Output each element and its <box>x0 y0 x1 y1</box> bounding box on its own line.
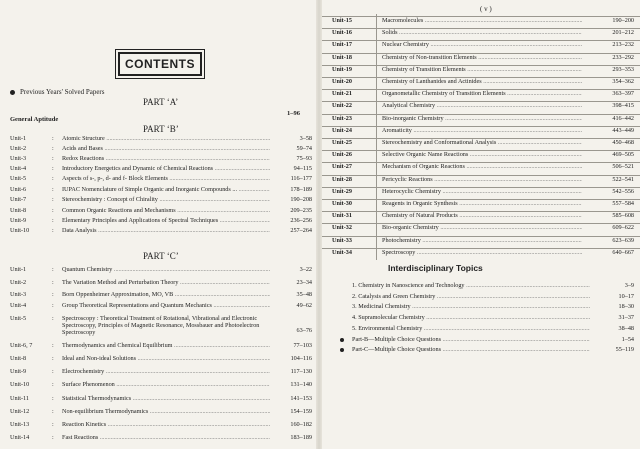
unit-title: Macromolecules ..... <box>382 17 582 25</box>
unit-title: Bio-organic Chemistry ..... <box>382 224 582 232</box>
unit-label: Unit-4 <box>10 165 27 172</box>
colon-separator: : <box>52 342 54 349</box>
toc-row <box>322 150 640 162</box>
unit-title: Chemistry of Non-transition Elements ..... <box>382 54 582 62</box>
topic-row <box>322 325 640 335</box>
unit-pages: 141–153 <box>290 395 312 402</box>
unit-title: Atomic Structure ..... <box>62 135 270 142</box>
colon-separator: : <box>52 227 54 234</box>
toc-row <box>322 138 640 150</box>
unit-pages: 236–256 <box>290 217 312 224</box>
unit-title: Nuclear Chemistry ..... <box>382 41 582 49</box>
colon-separator: : <box>52 291 54 298</box>
colon-separator: : <box>52 186 54 193</box>
topic-row <box>322 314 640 324</box>
unit-title: Chemistry of Natural Products ..... <box>382 212 582 220</box>
unit-label: Unit-9 <box>10 368 27 375</box>
unit-pages: 542–556 <box>612 187 634 195</box>
topic-pages: 3–9 <box>624 282 634 289</box>
unit-pages: 49–62 <box>296 302 312 309</box>
unit-title: Quantum Chemistry ..... <box>62 266 270 273</box>
bullet-icon <box>340 338 344 342</box>
page-number: ( v ) <box>480 5 492 13</box>
colon-separator: : <box>52 408 54 415</box>
unit-title: Photochemistry ..... <box>382 237 582 245</box>
topic-pages: 55–119 <box>615 346 634 354</box>
unit-title: Elementary Principles and Applications of Spectral Techniques ..... <box>62 217 270 224</box>
unit-pages: 201–212 <box>612 29 634 37</box>
unit-pages: 213–232 <box>612 41 634 49</box>
toc-row <box>322 16 640 28</box>
unit-pages: 59–74 <box>296 145 312 152</box>
unit-title: Chemistry of Transition Elements ..... <box>382 66 582 74</box>
toc-row <box>322 77 640 89</box>
unit-pages: 35–48 <box>296 291 312 298</box>
topic-title: 3. Medicinal Chemistry ..... <box>352 303 590 311</box>
unit-label: Unit-29 <box>332 187 352 195</box>
unit-label: Unit-1 <box>10 266 27 273</box>
toc-row <box>322 175 640 187</box>
unit-pages: 443–449 <box>612 126 634 134</box>
toc-row <box>322 65 640 77</box>
unit-label: Unit-22 <box>332 102 352 110</box>
unit-title: Electrochemistry ..... <box>62 368 270 375</box>
toc-row <box>322 187 640 199</box>
unit-pages: 190–208 <box>290 196 312 203</box>
toc-row <box>322 223 640 235</box>
toc-row <box>322 89 640 101</box>
topic-pages: 31–37 <box>618 314 634 322</box>
interdisciplinary-heading: Interdisciplinary Topics <box>388 263 483 273</box>
unit-label: Unit-21 <box>332 90 352 98</box>
unit-pages: 183–189 <box>290 434 312 441</box>
unit-label: Unit-30 <box>332 200 352 207</box>
unit-pages: 450–468 <box>612 139 634 146</box>
colon-separator: : <box>52 368 54 375</box>
unit-pages: 257–264 <box>290 227 312 234</box>
unit-label: Unit-16 <box>332 29 352 37</box>
unit-label: Unit-17 <box>332 41 352 49</box>
unit-label: Unit-12 <box>10 408 30 415</box>
part-c-heading: PART ‘C’ <box>143 251 179 261</box>
unit-label: Unit-10 <box>10 381 30 388</box>
unit-label: Unit-13 <box>10 421 30 428</box>
toc-row <box>322 236 640 248</box>
toc-row <box>322 53 640 65</box>
general-aptitude-pages: 1–96 <box>287 110 300 117</box>
unit-label: Unit-5 <box>10 315 27 322</box>
colon-separator: : <box>52 381 54 388</box>
colon-separator: : <box>52 145 54 152</box>
unit-title: Ideal and Non-ideal Solutions ..... <box>62 355 270 362</box>
unit-title: Introductory Energetics and Dynamic of Chemical Reactions ..... <box>62 165 270 172</box>
unit-label: Unit-3 <box>10 155 27 162</box>
unit-label: Unit-25 <box>332 139 352 146</box>
unit-label: Unit-34 <box>332 248 352 256</box>
toc-row <box>322 199 640 211</box>
contents-title: CONTENTS <box>118 52 202 76</box>
unit-label: Unit-27 <box>332 163 352 171</box>
toc-row <box>322 248 640 260</box>
toc-row <box>322 101 640 113</box>
unit-pages: 77–103 <box>293 342 312 349</box>
unit-label: Unit-24 <box>332 126 352 134</box>
toc-row <box>322 211 640 223</box>
colon-separator: : <box>52 315 54 322</box>
colon-separator: : <box>52 355 54 362</box>
unit-pages: 233–292 <box>612 53 634 61</box>
colon-separator: : <box>52 155 54 162</box>
unit-pages: 23–34 <box>296 279 312 286</box>
unit-pages: 293–353 <box>612 65 634 73</box>
unit-pages: 116–177 <box>290 175 312 182</box>
unit-title: Data Analysis ..... <box>62 227 270 234</box>
unit-pages: 154–159 <box>290 408 312 415</box>
part-b-heading: PART ‘B’ <box>143 124 179 134</box>
unit-pages: 94–115 <box>293 165 312 172</box>
unit-pages: 63–76 <box>296 327 312 334</box>
unit-label: Unit-18 <box>332 53 352 61</box>
colon-separator: : <box>52 434 54 441</box>
unit-title: Reaction Kinetics ..... <box>62 421 270 428</box>
unit-label: Unit-14 <box>10 434 30 441</box>
unit-label: Unit-2 <box>10 279 27 286</box>
unit-pages: 178–189 <box>290 186 312 193</box>
unit-pages: 354–362 <box>612 78 634 85</box>
unit-pages: 363–397 <box>612 90 634 98</box>
unit-pages: 522–541 <box>612 175 634 183</box>
colon-separator: : <box>52 266 54 273</box>
colon-separator: : <box>52 196 54 203</box>
unit-label: Unit-3 <box>10 291 27 298</box>
previous-papers-label: Previous Years' Solved Papers <box>20 88 105 96</box>
unit-label: Unit-1 <box>10 135 27 142</box>
toc-row <box>322 126 640 138</box>
unit-pages: 506–521 <box>612 163 634 171</box>
unit-title: Chemistry of Lanthanides and Actinides ..... <box>382 78 582 86</box>
unit-title: Stereochemistry and Conformational Analysis ..... <box>382 139 582 147</box>
unit-title: IUPAC Nomenclature of Simple Organic and Inorganic Compounds ... ..... <box>62 186 270 193</box>
unit-pages: 75–93 <box>296 155 312 162</box>
unit-label: Unit-33 <box>332 236 352 244</box>
colon-separator: : <box>52 175 54 182</box>
unit-label: Unit-26 <box>332 151 352 159</box>
unit-title: Reagents in Organic Synthesis ..... <box>382 200 582 208</box>
unit-pages: 131–140 <box>290 381 312 388</box>
colon-separator: : <box>52 302 54 309</box>
unit-pages: 469–505 <box>612 151 634 159</box>
unit-label: Unit-5 <box>10 175 27 182</box>
unit-pages: 3–22 <box>299 266 312 273</box>
unit-title: Non-equilibrium Thermodynamics ..... <box>62 408 270 415</box>
toc-row <box>322 162 640 174</box>
unit-label: Unit-11 <box>10 395 30 402</box>
toc-row <box>322 28 640 40</box>
unit-pages: 640–667 <box>612 248 634 256</box>
part-a-heading: PART ‘A’ <box>143 97 179 107</box>
general-aptitude-label: General Aptitude <box>10 116 59 123</box>
unit-label: Unit-23 <box>332 114 352 122</box>
unit-pages: 209–235 <box>290 207 312 214</box>
unit-title: Analytical Chemistry ..... <box>382 102 582 110</box>
toc-row <box>322 114 640 126</box>
unit-pages: 117–130 <box>290 368 312 375</box>
unit-label: Unit-4 <box>10 302 27 309</box>
unit-label: Unit-19 <box>332 65 352 73</box>
unit-label: Unit-6, 7 <box>10 342 33 349</box>
unit-pages: 104–116 <box>290 355 312 362</box>
unit-pages: 190–200 <box>612 17 634 24</box>
unit-label: Unit-15 <box>332 17 352 24</box>
topic-pages: 1–54 <box>621 335 634 343</box>
unit-pages: 557–584 <box>612 200 634 207</box>
unit-title: Born Oppenheimer Approximation, MO, VB ..... <box>62 291 270 298</box>
unit-label: Unit-28 <box>332 175 352 183</box>
unit-title: Solids ..... <box>382 29 582 37</box>
colon-separator: : <box>52 165 54 172</box>
unit-pages: 416–442 <box>612 114 634 122</box>
unit-title: The Variation Method and Perturbation Theory ..... <box>62 279 270 286</box>
topic-row <box>322 282 640 292</box>
unit-pages: 398–415 <box>612 102 634 110</box>
unit-title: Stereochemistry : Concept of Chirality ..... <box>62 196 270 203</box>
topic-title: Part-B—Multiple Choice Questions ..... <box>352 336 590 344</box>
unit-title: Aspects of s-, p-, d- and f- Block Elements ..... <box>62 175 270 182</box>
unit-title: Selective Organic Name Reactions ..... <box>382 151 582 159</box>
topic-title: 2. Catalysis and Green Chemistry ..... <box>352 293 590 301</box>
unit-label: Unit-9 <box>10 217 27 224</box>
colon-separator: : <box>52 421 54 428</box>
topic-pages: 38–48 <box>618 324 634 332</box>
unit-pages: 3–58 <box>299 135 312 142</box>
colon-separator: : <box>52 207 54 214</box>
unit-title: Mechanism of Organic Reactions ..... <box>382 163 582 171</box>
unit-title: Group Theoretical Representations and Quantum Mechanics ..... <box>62 302 270 309</box>
topic-title: 4. Supramolecular Chemistry ..... <box>352 314 590 322</box>
unit-title: Common Organic Reactions and Mechanisms ..... <box>62 207 270 214</box>
bullet-icon <box>340 348 344 352</box>
unit-title: Organometallic Chemistry of Transition Elements ..... <box>382 90 582 98</box>
topic-pages: 18–30 <box>618 303 634 311</box>
unit-title: Fast Reactions ..... <box>62 434 270 441</box>
unit-pages: 585–608 <box>612 212 634 220</box>
unit-label: Unit-32 <box>332 224 352 232</box>
unit-title: Pericyclic Reactions ..... <box>382 176 582 184</box>
colon-separator: : <box>52 279 54 286</box>
unit-title: Aromaticity ..... <box>382 127 582 135</box>
unit-label: Unit-7 <box>10 196 27 203</box>
unit-title: Spectroscopy ..... <box>382 249 582 257</box>
colon-separator: : <box>52 217 54 224</box>
unit-title: Surface Phenomenon ..... <box>62 381 270 388</box>
colon-separator: : <box>52 135 54 142</box>
unit-title: Acids and Bases ..... <box>62 145 270 152</box>
unit-label: Unit-10 <box>10 227 30 234</box>
topic-row <box>322 293 640 303</box>
colon-separator: : <box>52 395 54 402</box>
unit-title: Redox Reactions ..... <box>62 155 270 162</box>
unit-label: Unit-6 <box>10 186 27 193</box>
topic-pages: 10–17 <box>618 292 634 300</box>
unit-title: Bio-inorganic Chemistry ..... <box>382 115 582 123</box>
unit-title: Spectroscopy : Theoretical Treatment of Rotational, Vibrational and Electronic Spectroscopy, Principles of Magnetic Resonance, Mossbauer and Photoelectron Spectroscopy <box>62 315 260 336</box>
unit-pages: 623–639 <box>612 236 634 244</box>
unit-title: Statistical Thermodynamics ..... <box>62 395 270 402</box>
unit-label: Unit-2 <box>10 145 27 152</box>
unit-label: Unit-31 <box>332 212 352 220</box>
topic-title: 5. Environmental Chemistry ..... <box>352 325 590 333</box>
topic-row <box>322 336 640 346</box>
topic-title: 1. Chemistry in Nanoscience and Technology ..... <box>352 282 590 290</box>
unit-label: Unit-8 <box>10 355 27 362</box>
unit-title: Thermodynamics and Chemical Equilibrium ..... <box>62 342 270 349</box>
unit-label: Unit-8 <box>10 207 27 214</box>
unit-pages: 160–182 <box>290 421 312 428</box>
topic-row <box>322 303 640 313</box>
topic-title: Part-C—Multiple Choice Questions ..... <box>352 346 590 354</box>
toc-row <box>322 40 640 52</box>
unit-label: Unit-20 <box>332 78 352 85</box>
topic-row <box>322 346 640 356</box>
unit-pages: 609–622 <box>612 224 634 232</box>
unit-title: Heterocyclic Chemistry ..... <box>382 188 582 196</box>
